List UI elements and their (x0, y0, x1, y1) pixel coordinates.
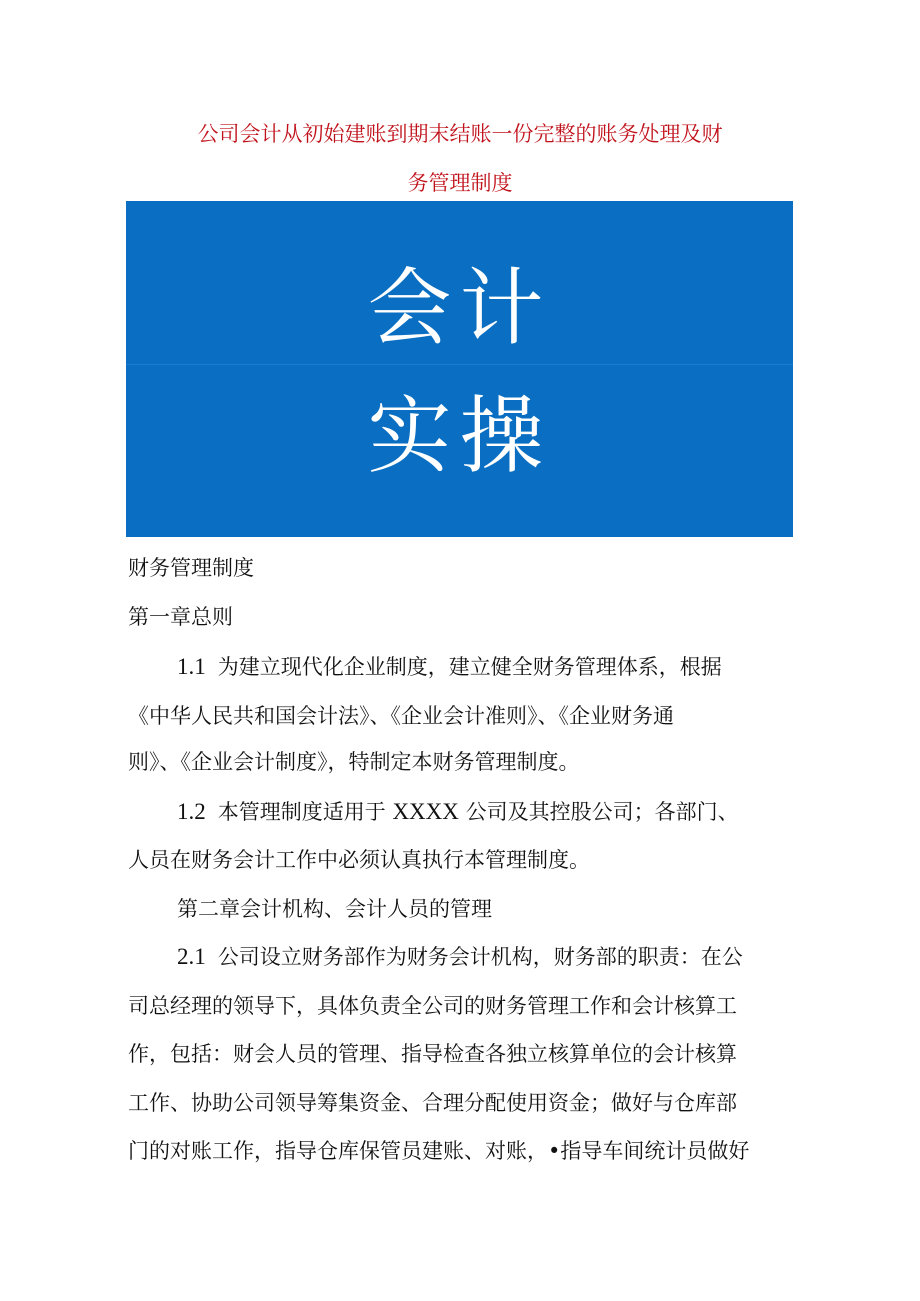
chapter-2-heading: 第二章会计机构、会计人员的管理 (177, 897, 492, 921)
paragraph-1-1-line-3: 则》、《企业会计制度》，特制定本财务管理制度。 (128, 750, 580, 774)
paragraph-1-1-line-2: 《中华人民共和国会计法》、《企业会计准则》、《企业财务通 (128, 704, 674, 728)
paragraph-2-1-line-3: 作，包括：财会人员的管理、指导检查各独立核算单位的会计核算 (128, 1042, 737, 1066)
cover-banner (126, 201, 793, 537)
paragraph-text: 公司及其控股公司；各部门、 (465, 800, 739, 824)
paragraph-1-2-line-2: 人员在财务会计工作中必须认真执行本管理制度。 (128, 848, 590, 872)
paragraph-1-2-line-1 (177, 797, 739, 827)
banner-text-top: 会计 (367, 259, 552, 357)
paragraph-text: 为建立现代化企业制度，建立健全财务管理体系，根据 (217, 655, 722, 679)
paragraph-text: 公司设立财务部作为财务会计机构，财务部的职责：在公 (217, 945, 743, 969)
company-placeholder: XXXX (392, 799, 459, 824)
paragraph-text: 本管理制度适用于 (217, 800, 386, 824)
chapter-1-heading: 第一章总则 (128, 605, 233, 629)
paragraph-2-1-line-2: 司总经理的领导下，具体负责全公司的财务管理工作和会计核算工 (128, 994, 737, 1018)
paragraph-2-1-line-5: 门的对账工作，指导仓库保管员建账、对账，•指导车间统计员做好 (128, 1139, 750, 1163)
document-title-line-1: 公司会计从初始建账到期末结账一份完整的账务处理及财 (197, 122, 723, 146)
paragraph-2-1-line-4: 工作、协助公司领导筹集资金、合理分配使用资金；做好与仓库部 (128, 1091, 737, 1115)
clause-number: 2.1 (177, 944, 206, 969)
paragraph-1-1-line-1 (177, 652, 722, 682)
section-heading: 财务管理制度 (128, 556, 254, 580)
banner-divider (126, 364, 793, 365)
clause-number: 1.1 (177, 654, 206, 679)
paragraph-2-1-line-1 (177, 942, 743, 972)
banner-text-bottom: 实操 (367, 387, 552, 485)
clause-number: 1.2 (177, 799, 206, 824)
document-title-line-2: 务管理制度 (407, 171, 513, 195)
